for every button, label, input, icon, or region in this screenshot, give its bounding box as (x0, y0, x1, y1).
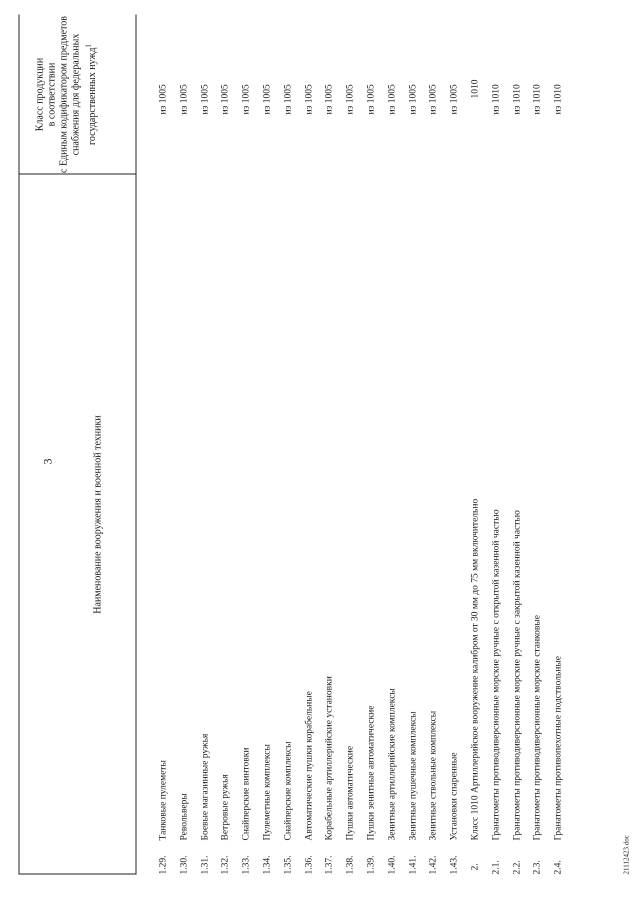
row-name: Корабельные артиллерийские установки (324, 676, 335, 841)
row-number: 1.41. (408, 855, 419, 875)
row-class: из 1010 (532, 84, 543, 115)
row-class: из 1005 (449, 84, 460, 115)
table-row (216, 15, 237, 875)
table-row (278, 15, 299, 875)
table-row (299, 15, 320, 875)
row-class: из 1010 (491, 84, 502, 115)
header-bottom-rule (136, 15, 137, 875)
row-number: 1.40. (387, 855, 398, 875)
row-class: из 1005 (200, 84, 211, 115)
table-row (445, 15, 466, 875)
row-number: 1.34. (262, 855, 273, 875)
row-number: 2.2. (512, 860, 523, 875)
table-row (486, 15, 507, 875)
row-class: из 1005 (324, 84, 335, 115)
table-row (237, 15, 258, 875)
row-class: из 1005 (220, 84, 231, 115)
table-row (549, 15, 570, 875)
table-row (528, 15, 549, 875)
row-class: из 1005 (158, 84, 169, 115)
row-name: Револьверы (179, 793, 190, 841)
row-number: 1.33. (241, 855, 252, 875)
footnote-marker: 1 (84, 44, 93, 48)
row-name: Пушки зенитные автоматические (366, 705, 377, 841)
row-class: из 1005 (304, 84, 315, 115)
footer-filename: 21112423.doc (622, 835, 631, 875)
row-name: Танковые пулеметы (158, 760, 169, 841)
table-row (507, 15, 528, 875)
row-class: 1010 (470, 79, 481, 99)
row-class: из 1005 (428, 84, 439, 115)
row-number: 1.38. (345, 855, 356, 875)
class-header-line-2: в соответствии (46, 62, 58, 127)
row-name: Ветровые ружья (220, 774, 231, 841)
table-row (403, 15, 424, 875)
row-number: 1.43. (449, 855, 460, 875)
row-number: 1.32. (220, 855, 231, 875)
table-row (341, 15, 362, 875)
row-name: Пулеметные комплексы (262, 744, 273, 841)
row-number: 2.3. (532, 860, 543, 875)
table-row (174, 15, 195, 875)
row-name: Снайперские комплексы (283, 741, 294, 841)
row-number: 1.31. (200, 855, 211, 875)
row-class: из 1005 (262, 84, 273, 115)
table-body (154, 15, 570, 875)
row-class: из 1010 (512, 84, 523, 115)
row-name: Зенитные пушечные комплексы (408, 711, 419, 841)
class-header-line-3: с Единым кодификатором предметов (58, 16, 70, 173)
row-number: 1.35. (283, 855, 294, 875)
row-number: 1.36. (304, 855, 315, 875)
row-class: из 1005 (179, 84, 190, 115)
row-name: Зенитные артиллерийские комплексы (387, 688, 398, 841)
table-row (257, 15, 278, 875)
row-number: 2. (470, 863, 481, 871)
class-header-line-5-text: государственных нужд (86, 47, 98, 145)
row-class: из 1005 (241, 84, 252, 115)
table-row (465, 15, 486, 875)
class-header-line-1: Класс продукции (34, 57, 46, 132)
row-class: из 1010 (553, 84, 564, 115)
row-name: Гранатометы противодиверсионные морские ручные с закрытой казенной частью (512, 510, 523, 841)
row-class: из 1005 (408, 84, 419, 115)
row-name: Снайперские винтовки (241, 747, 252, 841)
row-name: Гранатометы противопехотные подствольные (553, 656, 564, 841)
table-row (320, 15, 341, 875)
row-number: 2.4. (553, 860, 564, 875)
row-number: 1.42. (428, 855, 439, 875)
class-header-line-5 (82, 15, 98, 175)
row-name: Боевые магазинные ружья (200, 733, 211, 841)
row-number: 1.39. (366, 855, 377, 875)
table-row (424, 15, 445, 875)
row-number: 1.37. (324, 855, 335, 875)
row-name: Автоматические пушки корабельные (304, 691, 315, 841)
table-row (195, 15, 216, 875)
table-left-rule (19, 15, 20, 875)
rotated-page (1, 0, 640, 905)
column-divider (19, 174, 137, 175)
row-name: Пушки автоматические (345, 745, 356, 841)
table-row (361, 15, 382, 875)
row-name: Гранатометы противодиверсионные морские станковые (532, 614, 543, 841)
class-column-header (19, 15, 99, 175)
row-name: Гранатометы противодиверсионные морские ручные с открытой казенной частью (491, 509, 502, 841)
row-number: 1.30. (179, 855, 190, 875)
row-class: из 1005 (283, 84, 294, 115)
row-name: Класс 1010 Артиллерийское вооружение калибром от 30 мм до 75 мм включительно (470, 498, 481, 841)
row-class: из 1005 (345, 84, 356, 115)
class-header-line-4: снабжения для федеральных (70, 33, 82, 156)
table-row (382, 15, 403, 875)
table-row (154, 15, 175, 875)
row-class: из 1005 (366, 84, 377, 115)
page-number: 3 (40, 458, 55, 465)
name-column-header-text: Наименование вооружения и военной техники (92, 415, 104, 614)
row-number: 1.29. (158, 855, 169, 875)
row-name: Зенитные ствольные комплексы (428, 710, 439, 841)
row-class: из 1005 (387, 84, 398, 115)
row-number: 2.1. (491, 860, 502, 875)
row-name: Установки спаренные (449, 752, 460, 841)
table-right-rule (19, 874, 137, 875)
name-column-header (93, 165, 133, 865)
